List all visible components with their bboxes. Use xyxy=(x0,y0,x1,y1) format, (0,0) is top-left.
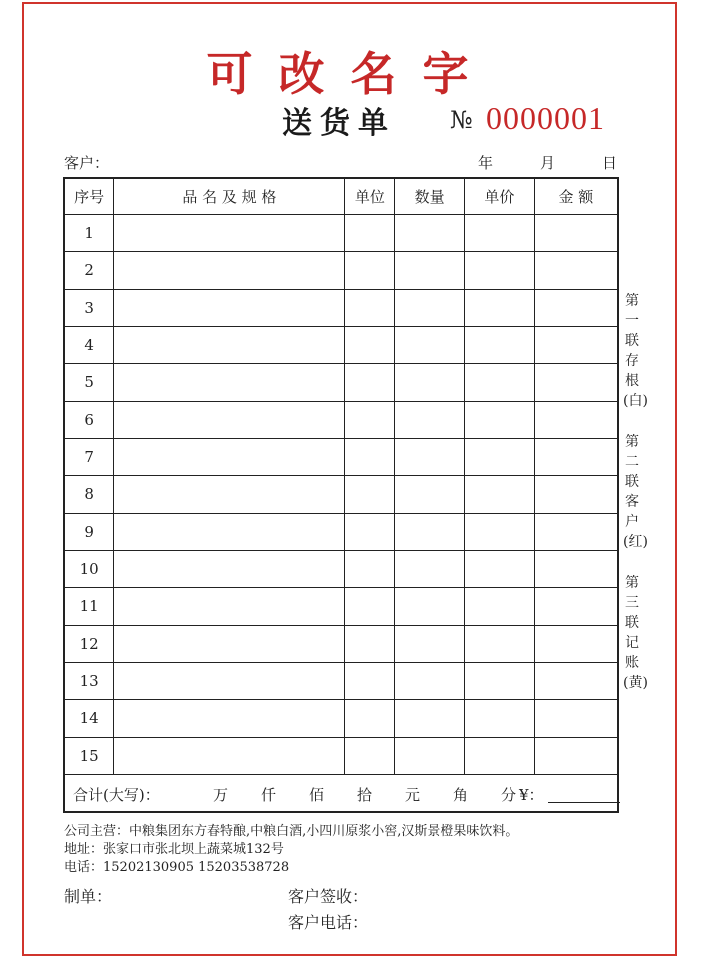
quantity-cell[interactable] xyxy=(395,401,465,438)
row-number: 5 xyxy=(64,364,114,401)
phone-line: 电话：15202130905 15203538728 xyxy=(64,860,290,875)
row-number: 3 xyxy=(64,289,114,326)
amount-cell[interactable] xyxy=(534,662,618,699)
amount-cell[interactable] xyxy=(534,326,618,363)
row-number: 8 xyxy=(64,476,114,513)
item-name-cell[interactable] xyxy=(114,289,345,326)
customer-sign-label: 客户签收： xyxy=(288,887,369,906)
table-row xyxy=(64,438,618,475)
unit-cell[interactable] xyxy=(345,215,395,252)
item-name-cell[interactable] xyxy=(114,588,345,625)
total-unit-yuan: 元 xyxy=(405,786,421,804)
table-row xyxy=(64,550,618,587)
total-unit-jiao: 角 xyxy=(453,786,469,804)
item-name-cell[interactable] xyxy=(114,513,345,550)
unit-cell[interactable] xyxy=(345,625,395,662)
quantity-cell[interactable] xyxy=(395,364,465,401)
amount-cell[interactable] xyxy=(534,438,618,475)
column-header-amount: 金 额 xyxy=(534,178,618,215)
total-unit-wan: 万 xyxy=(213,786,229,804)
column-header-unit: 单位 xyxy=(345,178,395,215)
total-amount-field[interactable] xyxy=(548,802,620,803)
quantity-cell[interactable] xyxy=(395,662,465,699)
amount-cell[interactable] xyxy=(534,476,618,513)
table-row xyxy=(64,513,618,550)
amount-cell[interactable] xyxy=(534,215,618,252)
quantity-cell[interactable] xyxy=(395,326,465,363)
unit-price-cell[interactable] xyxy=(465,550,535,587)
unit-price-cell[interactable] xyxy=(465,700,535,737)
item-name-cell[interactable] xyxy=(114,662,345,699)
unit-cell[interactable] xyxy=(345,364,395,401)
item-name-cell[interactable] xyxy=(114,215,345,252)
table-row xyxy=(64,700,618,737)
copy-label-first: 第一联存根(白) xyxy=(623,293,648,409)
quantity-cell[interactable] xyxy=(395,588,465,625)
quantity-cell[interactable] xyxy=(395,476,465,513)
amount-cell[interactable] xyxy=(534,737,618,774)
table-row xyxy=(64,588,618,625)
day-label: 日 xyxy=(602,154,618,172)
unit-cell[interactable] xyxy=(345,550,395,587)
table-header-row xyxy=(64,178,618,215)
total-amount-label: ¥： xyxy=(519,786,544,804)
quantity-cell[interactable] xyxy=(395,550,465,587)
unit-price-cell[interactable] xyxy=(465,326,535,363)
row-number: 6 xyxy=(64,401,114,438)
amount-cell[interactable] xyxy=(534,550,618,587)
copy-label-third: 第三联记账(黄) xyxy=(623,575,648,691)
table-row xyxy=(64,326,618,363)
table-row xyxy=(64,289,618,326)
amount-cell[interactable] xyxy=(534,625,618,662)
unit-price-cell[interactable] xyxy=(465,289,535,326)
table-row xyxy=(64,252,618,289)
form-title: 送货单 xyxy=(282,106,396,141)
row-number: 13 xyxy=(64,662,114,699)
unit-cell[interactable] xyxy=(345,662,395,699)
amount-cell[interactable] xyxy=(534,364,618,401)
unit-cell[interactable] xyxy=(345,737,395,774)
quantity-cell[interactable] xyxy=(395,289,465,326)
customer-label: 客户： xyxy=(64,154,110,172)
row-number: 2 xyxy=(64,252,114,289)
item-name-cell[interactable] xyxy=(114,550,345,587)
unit-price-cell[interactable] xyxy=(465,737,535,774)
unit-price-cell[interactable] xyxy=(465,513,535,550)
unit-cell[interactable] xyxy=(345,700,395,737)
year-label: 年 xyxy=(478,154,494,172)
unit-price-cell[interactable] xyxy=(465,364,535,401)
item-name-cell[interactable] xyxy=(114,700,345,737)
quantity-cell[interactable] xyxy=(395,252,465,289)
row-number: 10 xyxy=(64,550,114,587)
amount-cell[interactable] xyxy=(534,700,618,737)
unit-price-cell[interactable] xyxy=(465,215,535,252)
item-name-cell[interactable] xyxy=(114,625,345,662)
unit-price-cell[interactable] xyxy=(465,476,535,513)
address-line: 地址：张家口市张北坝上蔬菜城132号 xyxy=(64,842,284,857)
table-row xyxy=(64,662,618,699)
total-unit-bai: 佰 xyxy=(309,786,325,804)
column-header-seq: 序号 xyxy=(64,178,114,215)
total-unit-fen: 分 xyxy=(501,786,517,804)
row-number: 11 xyxy=(64,588,114,625)
table-row xyxy=(64,625,618,662)
amount-cell[interactable] xyxy=(534,252,618,289)
column-header-unit-price: 单价 xyxy=(465,178,535,215)
amount-cell[interactable] xyxy=(534,401,618,438)
unit-cell[interactable] xyxy=(345,326,395,363)
unit-cell[interactable] xyxy=(345,252,395,289)
amount-cell[interactable] xyxy=(534,289,618,326)
unit-price-cell[interactable] xyxy=(465,625,535,662)
quantity-cell[interactable] xyxy=(395,700,465,737)
quantity-cell[interactable] xyxy=(395,215,465,252)
serial-number: 0000001 xyxy=(486,100,605,136)
table-row xyxy=(64,364,618,401)
table-row xyxy=(64,737,618,774)
column-header-quantity: 数量 xyxy=(395,178,465,215)
number-symbol: № xyxy=(450,106,473,134)
item-name-cell[interactable] xyxy=(114,364,345,401)
quantity-cell[interactable] xyxy=(395,438,465,475)
row-number: 12 xyxy=(64,625,114,662)
unit-price-cell[interactable] xyxy=(465,588,535,625)
row-number: 15 xyxy=(64,737,114,774)
column-header-item: 品 名 及 规 格 xyxy=(114,178,345,215)
unit-cell[interactable] xyxy=(345,438,395,475)
amount-cell[interactable] xyxy=(534,513,618,550)
unit-cell[interactable] xyxy=(345,401,395,438)
table-row xyxy=(64,401,618,438)
unit-cell[interactable] xyxy=(345,289,395,326)
company-name: 可改名字 xyxy=(206,47,495,101)
customer-phone-label: 客户电话： xyxy=(288,913,369,932)
quantity-cell[interactable] xyxy=(395,737,465,774)
item-name-cell[interactable] xyxy=(114,476,345,513)
unit-cell[interactable] xyxy=(345,513,395,550)
total-label: 合计(大写)： xyxy=(73,786,160,804)
quantity-cell[interactable] xyxy=(395,513,465,550)
item-name-cell[interactable] xyxy=(114,737,345,774)
item-name-cell[interactable] xyxy=(114,401,345,438)
row-number: 4 xyxy=(64,326,114,363)
row-number: 9 xyxy=(64,513,114,550)
item-name-cell[interactable] xyxy=(114,252,345,289)
item-name-cell[interactable] xyxy=(114,438,345,475)
unit-cell[interactable] xyxy=(345,476,395,513)
amount-cell[interactable] xyxy=(534,588,618,625)
items-table xyxy=(63,177,619,813)
total-row xyxy=(64,775,618,813)
table-row xyxy=(64,476,618,513)
month-label: 月 xyxy=(540,154,556,172)
unit-cell[interactable] xyxy=(345,588,395,625)
row-number: 1 xyxy=(64,215,114,252)
unit-price-cell[interactable] xyxy=(465,662,535,699)
copy-label-second: 第二联客户(红) xyxy=(623,434,648,550)
unit-price-cell[interactable] xyxy=(465,401,535,438)
business-line: 公司主营：中粮集团东方春特酿,中粮白酒,小四川原浆小窖,汉斯景橙果味饮料。 xyxy=(64,824,519,839)
unit-price-cell[interactable] xyxy=(465,252,535,289)
total-cell xyxy=(64,775,618,813)
total-unit-shi: 拾 xyxy=(357,786,373,804)
row-number: 7 xyxy=(64,438,114,475)
row-number: 14 xyxy=(64,700,114,737)
preparer-label: 制单： xyxy=(64,887,113,906)
total-unit-qian: 仟 xyxy=(261,786,277,804)
item-name-cell[interactable] xyxy=(114,326,345,363)
quantity-cell[interactable] xyxy=(395,625,465,662)
unit-price-cell[interactable] xyxy=(465,438,535,475)
table-row xyxy=(64,215,618,252)
